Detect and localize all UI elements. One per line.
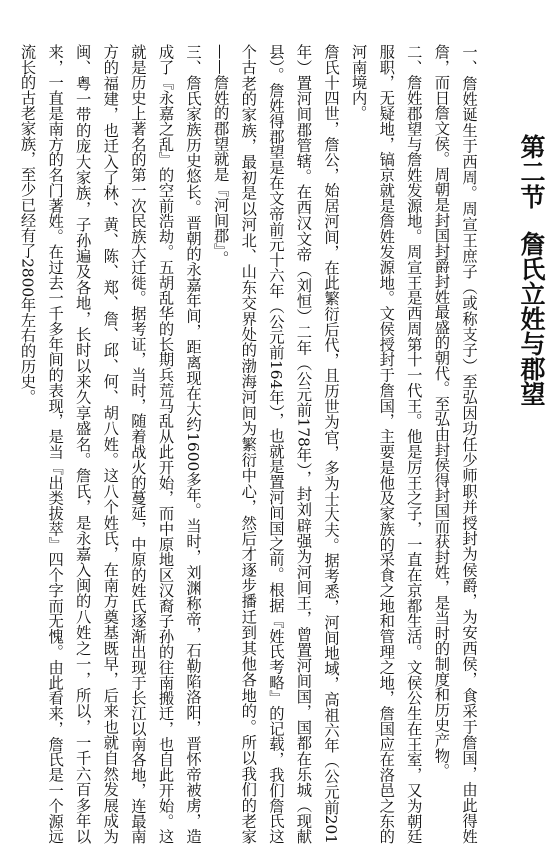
section-number: 第二节 [517,134,546,209]
section-title: 詹氏立姓与郡望 [517,231,546,406]
paragraph-history: 三、詹氏家族历史悠长。晋朝的永嘉年间，距离现在大约1600多年。当时，刘渊称帝，石勒陷洛阳，晋怀帝被虏，造成了『永嘉之乱』的空前浩劫。五胡乱华的长期兵荒马乱从此开始，而中原地区汉裔子孙的往南搬迁，也自此开始。这就是历史上著名的第一次民族大迁徙。据考证，当时，随着战火的蔓延，中原的姓氏逐渐出现于长江以南各地，连最南方的福建，也迁入了林、黄、陈、郑、詹、邱、何、胡八姓。这八个姓氏，在南方奠基既早，后来也就自然发展成为闽、粤一带的庞大家族，子孙遍及各地，长时以来久享盛名。詹氏，是永嘉入闽的八姓之一，所以，一千六百多年以来，一直是南方的名门著姓。在过去一千多年间的表现，是当『出类拔萃』四个字而无愧。由此看来，詹氏是一个源远流长的古老家族，至少已经有了2800年左右的历史。 [18,44,203,844]
paragraph-origin: 一、詹姓诞生于西周。周宣王庶子（或称支子）至弘因功任少师职并授封为侯爵，为安西侯，食采于詹国，由此得姓詹，而日詹文侯。周朝是封国封爵封姓最盛的朝代。至弘由封侯得封国而获封姓，是当时的制度和历史产物。 [432,44,478,844]
body-text [13,44,482,844]
section-heading [516,134,546,406]
paragraph-commandery: 二、詹姓郡望与詹姓发源地。周宣王是西周第十一代王。他是厉王之子，一直在京都生活。文侯公生在王室，又为朝廷服职，无疑地，镐京就是詹姓发源地。文侯授封于詹国，主要是他及家族的采食之地和管理之地，詹国应在洛邑之东的河南境内。 [349,44,423,844]
paragraph-hejian: 詹氏十四世，詹公，始居河间，在此繁衍后代，且历世为官，多为士大夫。据考悉，河间地域，高祖六年（公元前201年）置河间郡管辖。在西汉文帝（刘恒）二年（公元前178年），封刘辟强为河间王，曾置河间国，国都在乐城（现献县）。詹姓得郡望是在文帝前元十六年（公元前164年），也就是置河间国之前。根据『姓氏考略』的记载，我们詹氏这个古老的家族，最初是以河北、山东交界处的渤海河间为繁衍中心，然后才逐步播迁到其他各地的。所以我们的老家——詹姓的郡望就是『河间郡』。 [211,44,341,844]
